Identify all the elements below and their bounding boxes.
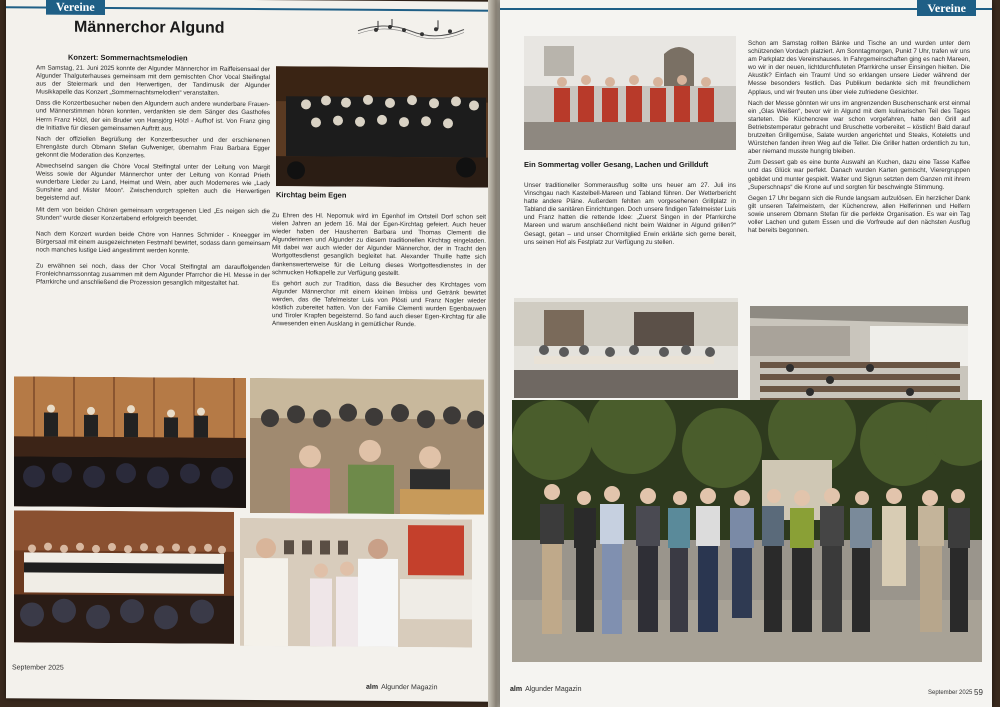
section-tag-left: Vereine	[46, 0, 105, 15]
magazine-name: Algunder Magazin	[525, 686, 582, 693]
paragraph: Abwechselnd sangen die Chöre Vocal Steifingtal unter der Leitung von Margit Weiss sowie der Algunder Männerchor unter der Leitung von Konrad Prieth wunderbare Lieder zu Land, Heimat und Wein, aber auch Modemeres wie „Lady Sunshine and Mister Moon“. Zwischendurch spielten auch die Herwertigen begeisternd auf.	[36, 162, 270, 203]
paragraph: Es gehört auch zur Tradition, dass die Besucher des Kirchtages vom Algunder Männerchor mit einem kleinen Imbiss und Getränk bewirtet werden, das die Tafelmeister Luis von Plösti und Franz Nagler wieder köstlich zubereitet hatten. Von der Familie Clementi wurden Egenbauwen und Tiroler Krapfen begeisternd. So fand auch dieser Egen-Kirchtag für alle Anwesenden einen Ausklang in gemütlicher Runde.	[272, 279, 486, 329]
concert-text-column	[36, 65, 270, 292]
kirchtag-text-column	[272, 202, 486, 333]
paragraph: Nach der offiziellen Begrüßung der Konzertbesucher und der erschienenen Ehrengäste durch Obmann Stefan Gufweniger, übernahm Frau Barbara Egger gekonnt die Moderation des Konzertes.	[36, 135, 270, 160]
page-number: 59	[974, 688, 983, 697]
excursion-subtitle: Ein Sommertag voller Gesang, Lachen und Grillduft	[524, 160, 709, 169]
magazine-logo: alm	[510, 686, 523, 693]
excursion-text-column-2	[748, 40, 970, 238]
music-notes-icon	[356, 17, 466, 44]
left-page	[6, 0, 495, 702]
footer-logo-left	[366, 684, 438, 691]
group-photo	[512, 400, 982, 662]
article-title: Männerchor Algund	[74, 18, 225, 37]
kirchtag-subtitle: Kirchtag beim Egen	[276, 190, 347, 200]
paragraph: Nach dem Konzert wurden beide Chöre von Hannes Schmider - Kneegger im Bürgersaal mit einem ausgezeichneten Festmahl bewirtet, sodass dann gemeinsam noch manches lustige Lied angestimmt werden konnte.	[36, 230, 270, 255]
magazine-name: Algunder Magazin	[381, 683, 438, 692]
paragraph: Am Samstag, 21. Juni 2025 konnte der Algunder Männerchor im Raiffeisensaal der Algunder Thalguterhauses gemeinsam mit dem gemischten Chor Vocal Steifingtal aus der Steiermark und den Herwertigen, der Tandimusik der Algunder Musikkapelle das Konzert „Sommernachtsmelodien“ veranstalten.	[36, 64, 270, 98]
paragraph: Schon am Samstag rollten Bänke und Tische an und wurden unter dem schützenden Vordach platziert. Am Sonntagmorgen, Punkt 7 Uhr, trafen wir uns am Parkplatz des Vereinshauses. In Fahrgemeinschaften ging es nach Mareen, wo wir in der neuen, lichtdurchfluteten Pfarrkirche unser Einsingen hielten. Die Akustik? Einfach ein Traum! Und so erklangen unsere Lieder während der Messe besonders festlich. Das Publikum bedankte sich mit freundlichem Applaus, und wir freuten uns über viele zufriedene Gesichter.	[748, 40, 970, 96]
chapel-service-photo	[240, 518, 472, 648]
concert-subtitle: Konzert: Sommernachtsmelodien	[68, 52, 188, 63]
magazine-logo: alm	[366, 683, 379, 691]
section-tag-right: Vereine	[917, 0, 976, 16]
right-page	[500, 0, 992, 707]
church-interior-photo	[750, 306, 968, 408]
footer-logo-right	[510, 686, 582, 693]
excursion-text-column-1	[524, 174, 736, 250]
footer-date-right: September 2025	[928, 690, 973, 696]
courtyard-grill-photo	[514, 298, 738, 398]
paragraph: Nach der Messe gönnten wir uns im angrenzenden Buschenschank erst einmal ein „Glas Weißen“, bevor wir in Algund mit dem kulinarischen Teil des Tages starteten. Die Küchencrew war schon vorgefahren, hatte den Grill auf Betriebstemperatur gebracht und Bruschette vorbereitet – köstlich! Bald darauf brutzelten Grillgemüse, Salate wurden angerichtet und Steaks, Koteletts und Würstchen fanden ihren Weg auf die Teller. Die Griller hatten ordentlich zu tun, aber niemand musste hungrig bleiben.	[748, 99, 970, 156]
paragraph: Dass die Konzertbesucher neben den Algundern auch andere wunderbare Frauen- und Männerstimmen hören konnten, verdankten sie dem Sänger des Gasthofes Herrn Franz Hölzl, der ein Bruder von Hansjörg Hölzl - Aufhof ist. Von Franz ging die Initiative für diesen gemeinsamen Auftritt aus.	[36, 99, 270, 133]
choir-in-tracht-photo	[14, 510, 234, 644]
footer-date-left: September 2025	[12, 664, 64, 672]
paragraph: Zu erwähnen sei noch, dass der Chor Vocal Steifingtal am darauffolgenden Fronleichnamssonntag zusammen mit dem Algunder Pfarrchor die Hl. Messe in der Pfarrkirche und anschließend die Prozession gesanglich mitgestaltet hat.	[36, 262, 270, 288]
orchestra-concert-photo	[14, 376, 246, 508]
choir-on-stage-photo	[276, 66, 488, 187]
paragraph: Gegen 17 Uhr begann sich die Runde langsam aufzulösen. Ein herzlicher Dank gilt unseren Tafelmeistern, der Küchencrew, allen Helferinnen und Helfern sowie unserem Obmann Stefan für die perfekte Organisation. Es war ein Tag voller Lachen und gutem Essen und die Vorfreude auf den nächsten Ausflug hat bereits begonnen.	[748, 194, 970, 235]
audience-kirchtag-photo	[250, 378, 484, 515]
paragraph: Zu Ehren des Hl. Nepomuk wird im Egenhof im Ortsteil Dorf schon seit vielen Jahren an jedem 16. Mai der Egen-Kirchtag gefeiert. Auch heuer wieder haben der Hausherren Barbara und Thomas Clementi die Algunderinnen und Algunder zu diesem traditionellen Kirchtag eingeladen. Mit dabei war auch wieder der Algunder Männerchor, der in Tracht den Wortgottesdienst gesanglich begleitet hat. Alexander Thuille hatte sich dankenswerterweise für die Leitung dieses Wortgottesdienstes in der schmucken Hofkapelle zur Verfügung gestellt.	[272, 212, 486, 277]
choir-church-photo	[524, 36, 736, 150]
paragraph: Zum Dessert gab es eine bunte Auswahl an Kuchen, dazu eine Tasse Kaffee und das Glück war perfekt. Danach wurden Karten gemischt, Vierergruppen gebildet und munter gespielt. Walter und Sigrun setzten dem Ganzen mit ihrem „Superschnaps“ die Krone auf und sorgten für beschwingte Stimmung.	[748, 159, 970, 191]
paragraph: Mit dem von beiden Chören gemeinsam vorgetragenen Lied „Es neigen sich die Stunden“ wurde dieser Konzertabend erfolgreich beendet.	[36, 206, 270, 223]
paragraph: Unser traditioneller Sommerausflug sollte uns heuer am 27. Juli ins Vinschgau nach Kastelbell-Mareen und Tabland führen. Der Wetterbericht hatte andere Pläne. Außerdem fehlten am vorgesehenen Grillplatz in Tabland die sanitären Einrichtungen. Doch unsere findigen Tafelmeister Luis und Franz hatten die rettende Idee: „Zuerst Singen in der Pfarrkirche Mareen und warum anschließend nicht beim Waldner in Algund grillen?“ Gesagt, getan – und unser Chormitglied Erwin erklärte sich gerne bereit, uns seinen Hof als Festplatz zur Verfügung zu stellen.	[524, 182, 737, 246]
